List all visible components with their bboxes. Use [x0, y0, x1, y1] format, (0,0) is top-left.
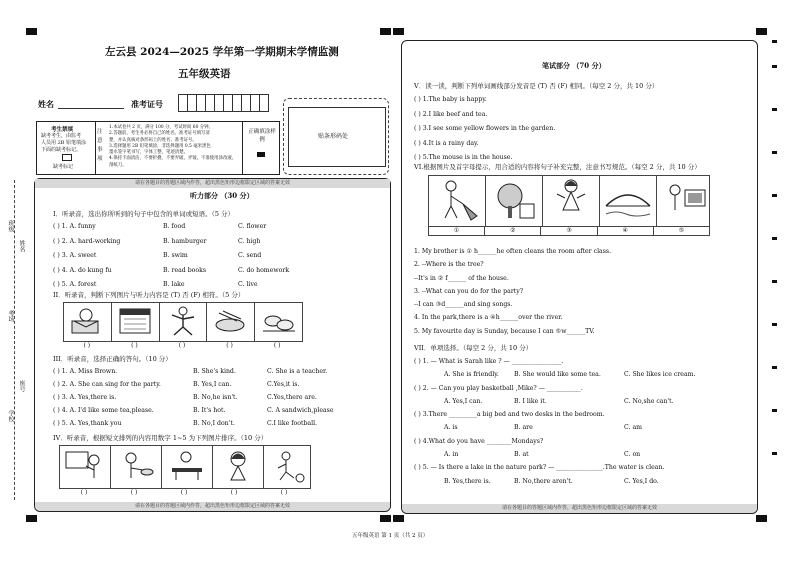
note-line: 楚，并认真核对条形码上的姓名、准考证号。 [109, 137, 197, 143]
picture-dumplings-icon [255, 303, 302, 341]
picture-study-icon [162, 446, 213, 488]
registration-mark [393, 515, 404, 522]
list-item: 1. My brother is ① h______he often cleans the room after class. [414, 248, 612, 255]
list-item: ( ) 5. A. Yes,thank you B. No,I don't. C.I like football. [53, 420, 318, 427]
list-item: --I can ③d______and sing songs. [414, 301, 513, 309]
box1-title: 考生禁填 [51, 127, 74, 133]
written-title: 笔试部分 （70 分） [542, 61, 606, 70]
registration-mark [26, 28, 37, 35]
list-item: ( ) 1.The baby is happy. [414, 96, 487, 103]
list-item: 2. --Where is the tree? [414, 261, 484, 269]
section-2-answer-row: ( ) ( ) ( ) ( ) ( ) [83, 342, 281, 349]
section-4-answer-row: ( ) ( ) ( ) ( ) ( ) [80, 489, 288, 496]
section-1-items [53, 220, 383, 293]
section-5-items [414, 93, 555, 166]
notes-title: 注意事项 [97, 129, 103, 162]
fill-example-label: 正确填涂样例 [248, 129, 276, 143]
question: ( ) 2. — Can you play basketball ,Mike? — ___________. [414, 384, 583, 392]
exam-subtitle: 五年级英语 [178, 68, 231, 80]
side-label-room: 考场 [7, 310, 14, 322]
edge-marks [772, 40, 777, 520]
picture-calendar-icon [112, 303, 160, 341]
picture-bridge-icon [600, 176, 657, 226]
absent-mark-box[interactable] [62, 154, 72, 161]
picture-kungfu-icon [160, 303, 208, 341]
notes-list [109, 125, 237, 169]
picture-tree-house-icon [486, 176, 543, 226]
picture-cooking-icon [111, 446, 162, 488]
list-item: ( ) 2. A. She can sing for the party. B. Yes,I can. C.Yes,it is. [53, 381, 300, 388]
section-6-title: VI.根据图片及首字母提示，用合适的内容将句子补充完整，注意书写规范。（每空 2 分，共 10 分） [414, 163, 701, 171]
picture-football-icon [264, 446, 314, 488]
picture-reading-icon [64, 303, 112, 341]
section-6-items [414, 245, 611, 338]
list-item: ( ) 3. A. Yes,there is. B. No,he isn't. C.Yes,there are. [53, 394, 317, 401]
list-item: ( ) 4. A. do kung fu B. read books C. do homework [53, 266, 290, 274]
box1-line: 人员用 2B 铅笔填涂 [41, 140, 87, 146]
page-footer: 五年级英语 第 1 页（共 2 页） [352, 533, 429, 539]
list-item: --It's in ② f______ of the house. [414, 274, 509, 282]
section-2-pictures [63, 302, 303, 342]
picture-dancing-icon [543, 176, 600, 226]
name-label: 姓名 [38, 99, 54, 109]
warning-bar: 请在各题目的答题区域内作答，超出黑色矩形边框限定区域的答案无效 [35, 179, 390, 188]
list-item: 5. My favourite day is Sunday, because I can ⑤w______TV. [414, 327, 595, 335]
warning-bar: 请在各题目的答题区域内作答，超出黑色矩形边框限定区域的答案无效 [402, 504, 757, 513]
options: A. She is friendly. B. She would like some tea. C. She likes ice cream. [444, 371, 696, 379]
question: ( ) 5. — Is there a lake in the nature park? — _______________.The water is clean. [414, 464, 665, 472]
list-item: ( ) 4.It is a rainy day. [414, 139, 479, 147]
note-line: 3.选择题用 2B 铅笔填涂，非选择题用 0.5 毫米黑色 [109, 143, 211, 149]
binding-strip [4, 180, 28, 500]
section-4-pictures [59, 445, 311, 489]
absent-label: 缺考标记 [53, 164, 74, 170]
options: A. is B. are C. am [444, 424, 643, 432]
section-6-number-row: ① ② ③ ④ ⑤ [428, 226, 710, 236]
side-label-class: 班级 [7, 220, 14, 232]
picture-tv-icon [657, 176, 713, 226]
listening-panel [34, 178, 391, 512]
section-4-title: IV．听录音，根据短文排列的内容用数字 1~5 为下列图片排序。（10 分） [53, 434, 268, 442]
list-item: ( ) 3. A. sweet B. swim C. send [53, 252, 262, 259]
box1-line: 下面的缺考标记。 [41, 147, 82, 153]
options: B. Yes,there is. B. No,there aren't. C. Yes,I do. [444, 477, 659, 485]
question: ( ) 3.There _________a big bed and two desks in the bedroom. [414, 411, 605, 419]
note-line: 墨水签字笔书写，字体工整，笔迹清楚。 [109, 150, 189, 156]
box1-line: 缺考考生，由监考 [41, 133, 82, 139]
picture-noodles-icon [207, 303, 255, 341]
section-6-pictures [428, 175, 710, 227]
list-item: ( ) 2. A. hard-working B. hamburger C. high [53, 237, 261, 245]
registration-mark [380, 28, 391, 35]
name-field[interactable] [58, 108, 124, 109]
barcode-area [283, 98, 389, 175]
section-7-title: VII．单项选择。（每空 2 分，共 10 分） [414, 344, 533, 352]
registration-mark [393, 28, 404, 35]
registration-mark [26, 515, 37, 522]
side-label-name: 姓名 [18, 240, 25, 252]
registration-mark [756, 515, 767, 522]
note-line: 刮纸刀。 [109, 162, 127, 168]
list-item: 3. --What can you do for the party? [414, 287, 524, 295]
question: ( ) 1. — What is Sarah like ? — ________________. [414, 358, 564, 365]
barcode-label: 贴条形码处 [318, 133, 349, 140]
section-5-title: V．读一读，判断下列单词画线部分发音是 (T) 否 (F) 相同。（每空 2 分，共 10 分） [414, 82, 659, 90]
list-item: ( ) 1. A. Miss Brown. B. She's kind. C. She is a teacher. [53, 368, 328, 375]
exam-title: 左云县 2024—2025 学年第一学期期末学情监测 [105, 46, 339, 58]
picture-painting-icon [60, 446, 111, 488]
section-7-items [414, 355, 744, 488]
list-item: 4. In the park,there is a ④h______over the river. [414, 314, 563, 322]
question: ( ) 4.What do you have ________Mondays? [414, 437, 544, 445]
note-line: 4.保持卡面清洁，不要折叠、不要弄破、弄皱，不准使用涂改液、 [109, 156, 237, 162]
picture-sweeping-icon [429, 176, 486, 226]
list-item: ( ) 1. A. funny B. food C. flower [53, 223, 267, 230]
section-1-title: I．听录音，选出你所听到的句子中包含的单词或短语。（5 分） [53, 210, 235, 218]
options: A. Yes,I can. B. I like it. C. No,she can't. [444, 397, 674, 405]
section-3-items [53, 365, 383, 430]
side-label-seat: 座号 [18, 380, 25, 392]
note-line: 1.本试卷共 2 页，满分 100 分，考试时间 60 分钟。 [109, 125, 213, 130]
fill-example-mark [257, 152, 265, 157]
written-panel [401, 40, 758, 514]
section-3-title: III．听录音，选择正确的答句。（10 分） [53, 355, 172, 363]
picture-girl-icon [213, 446, 264, 488]
list-item: ( ) 5. A. forest B. lake C. live [53, 281, 258, 288]
list-item: ( ) 2.I like beef and tea. [414, 110, 488, 118]
list-item: ( ) 5.The mouse is in the house. [414, 154, 513, 161]
note-line: 2.答题前，考生务必将自己的姓名、准考证号填写清 [109, 131, 210, 137]
listening-title: 听力部分 （30 分） [190, 191, 254, 200]
list-item: ( ) 4. A. I'd like some tea,please. B. It's hot. C. A sandwich,please [53, 407, 334, 414]
exam-no-label: 准考证号 [131, 99, 163, 109]
exam-no-boxes[interactable] [178, 94, 268, 112]
options: A. in B. at C. on [444, 451, 641, 459]
warning-bar: 请在各题目的答题区域内作答，超出黑色矩形边框限定区域的答案无效 [35, 502, 390, 511]
info-box [36, 121, 280, 175]
registration-mark [756, 28, 767, 35]
side-label-school: 学校 [7, 410, 14, 422]
list-item: ( ) 3.I see some yellow flowers in the garden. [414, 125, 556, 132]
registration-mark [380, 515, 391, 522]
section-2-title: II．听录音，判断下列图片与听力内容是 (T) 否 (F) 相符。（5 分） [53, 291, 245, 299]
